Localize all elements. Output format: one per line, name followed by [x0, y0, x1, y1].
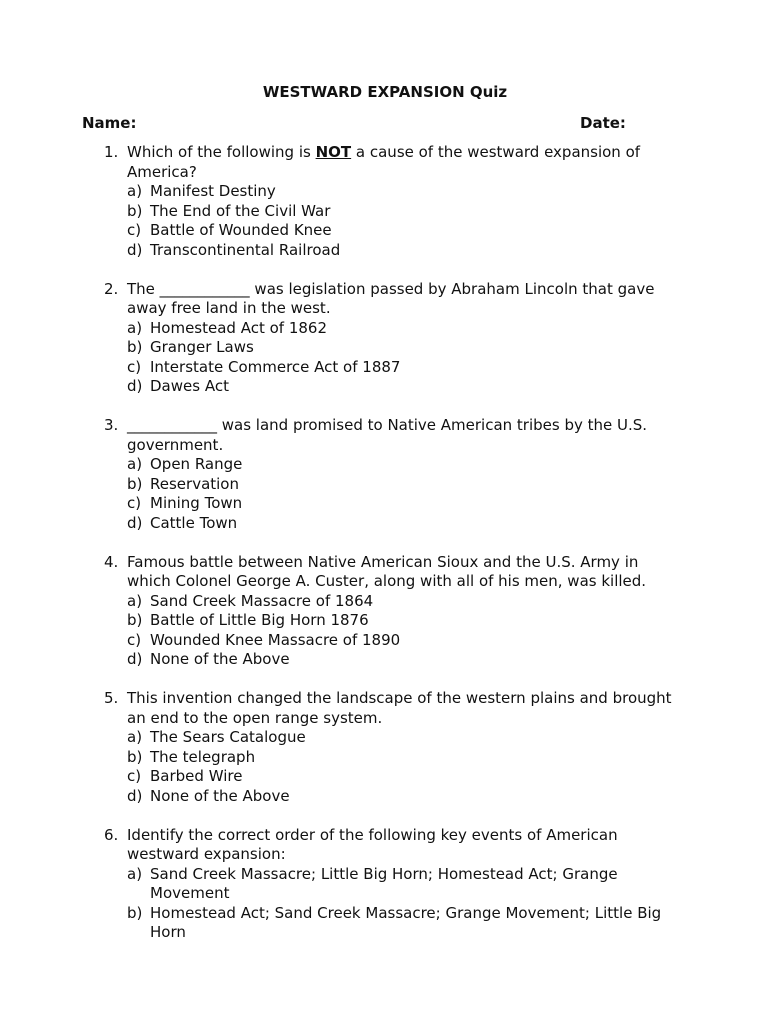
option-item — [127, 358, 684, 378]
option-letter: a) — [127, 864, 143, 883]
option-text: Sand Creek Massacre; Little Big Horn; Homestead Act; Grange Movement — [150, 864, 618, 902]
option-text: Cattle Town — [150, 513, 238, 532]
option-letter: a) — [127, 455, 143, 473]
option-letter: d) — [127, 786, 143, 805]
option-letter: d) — [127, 650, 143, 668]
question-number: 5. — [104, 689, 119, 707]
option-text: Transcontinental Railroad — [150, 240, 341, 259]
option-item — [127, 182, 684, 202]
page-title: WESTWARD EXPANSION Quiz — [262, 83, 508, 101]
emphasis-not: NOT — [315, 143, 352, 161]
question-6 — [104, 826, 684, 943]
question-4 — [104, 553, 684, 670]
question-5 — [104, 689, 684, 806]
option-list — [104, 728, 684, 806]
option-item — [127, 514, 684, 534]
option-text: None of the Above — [150, 786, 290, 805]
option-letter: d) — [127, 240, 143, 259]
option-letter: b) — [127, 474, 143, 493]
option-text: Homestead Act of 1862 — [150, 318, 327, 337]
question-1 — [104, 143, 684, 260]
option-letter: c) — [127, 357, 142, 376]
option-letter: d) — [127, 513, 143, 532]
option-item — [127, 202, 684, 222]
option-item — [127, 241, 684, 261]
option-text: The Sears Catalogue — [150, 728, 306, 746]
question-number: 4. — [104, 552, 119, 571]
option-letter: b) — [127, 903, 143, 922]
option-item — [127, 455, 684, 475]
option-item — [127, 787, 684, 807]
option-text: Dawes Act — [150, 377, 229, 395]
option-text: Granger Laws — [150, 338, 254, 356]
question-text: The ____________ was legislation passed by Abraham Lincoln that gave away free land in the west. — [127, 279, 655, 317]
option-item — [127, 904, 684, 943]
question-text: This invention changed the landscape of the western plains and brought an end to the open range system. — [127, 689, 672, 727]
option-letter: a) — [127, 182, 143, 200]
question-2 — [104, 280, 684, 397]
option-item — [127, 728, 684, 748]
question-number: 1. — [104, 143, 119, 161]
option-list — [104, 592, 684, 670]
option-item — [127, 611, 684, 631]
option-letter: c) — [127, 630, 142, 649]
option-letter: b) — [127, 747, 143, 766]
option-item — [127, 748, 684, 768]
option-item — [127, 631, 684, 651]
question-3 — [104, 416, 684, 533]
option-text: Open Range — [150, 455, 243, 473]
option-text: Wounded Knee Massacre of 1890 — [150, 630, 401, 649]
option-letter: a) — [127, 318, 143, 337]
option-text: Battle of Wounded Knee — [150, 221, 332, 239]
option-item — [127, 767, 684, 787]
option-text: Sand Creek Massacre of 1864 — [150, 591, 374, 610]
option-item — [127, 377, 684, 397]
option-text: The End of the Civil War — [150, 201, 331, 220]
option-item — [127, 592, 684, 612]
option-letter: c) — [127, 494, 142, 512]
option-item — [127, 319, 684, 339]
option-item — [127, 221, 684, 241]
option-text: Reservation — [150, 474, 239, 493]
option-list — [104, 182, 684, 260]
option-item — [127, 475, 684, 495]
option-letter: a) — [127, 591, 143, 610]
question-number: 3. — [104, 416, 119, 434]
option-letter: b) — [127, 611, 143, 629]
question-number: 6. — [104, 825, 119, 844]
option-letter: b) — [127, 201, 143, 220]
option-text: Battle of Little Big Horn 1876 — [150, 611, 369, 629]
option-list — [104, 455, 684, 533]
option-list — [104, 865, 684, 943]
option-text: Manifest Destiny — [150, 182, 276, 200]
question-list — [104, 143, 684, 962]
option-list — [104, 319, 684, 397]
question-text: ____________ was land promised to Native American tribes by the U.S. government. — [127, 416, 648, 454]
option-text: Barbed Wire — [150, 767, 243, 785]
option-text: Interstate Commerce Act of 1887 — [150, 357, 401, 376]
option-text: The telegraph — [150, 747, 256, 766]
option-letter: a) — [127, 728, 143, 746]
option-letter: b) — [127, 338, 143, 356]
question-text: Famous battle between Native American Sioux and the U.S. Army in which Colonel George A. Custer, along with all of his men, was killed. — [127, 552, 647, 590]
option-text: None of the Above — [150, 650, 290, 668]
option-item — [127, 650, 684, 670]
option-item — [127, 494, 684, 514]
question-text: Which of the following is NOT a cause of the westward expansion of America? — [127, 143, 641, 181]
option-item — [127, 338, 684, 358]
option-item — [127, 865, 684, 904]
option-letter: d) — [127, 377, 143, 395]
option-letter: c) — [127, 221, 142, 239]
name-label: Name: — [82, 114, 137, 132]
date-label: Date: — [580, 114, 626, 132]
option-letter: c) — [127, 767, 142, 785]
option-text: Mining Town — [150, 494, 243, 512]
question-text: Identify the correct order of the following key events of American westward expansion: — [127, 825, 618, 863]
question-number: 2. — [104, 279, 119, 298]
option-text: Homestead Act; Sand Creek Massacre; Grange Movement; Little Big Horn — [150, 903, 662, 941]
